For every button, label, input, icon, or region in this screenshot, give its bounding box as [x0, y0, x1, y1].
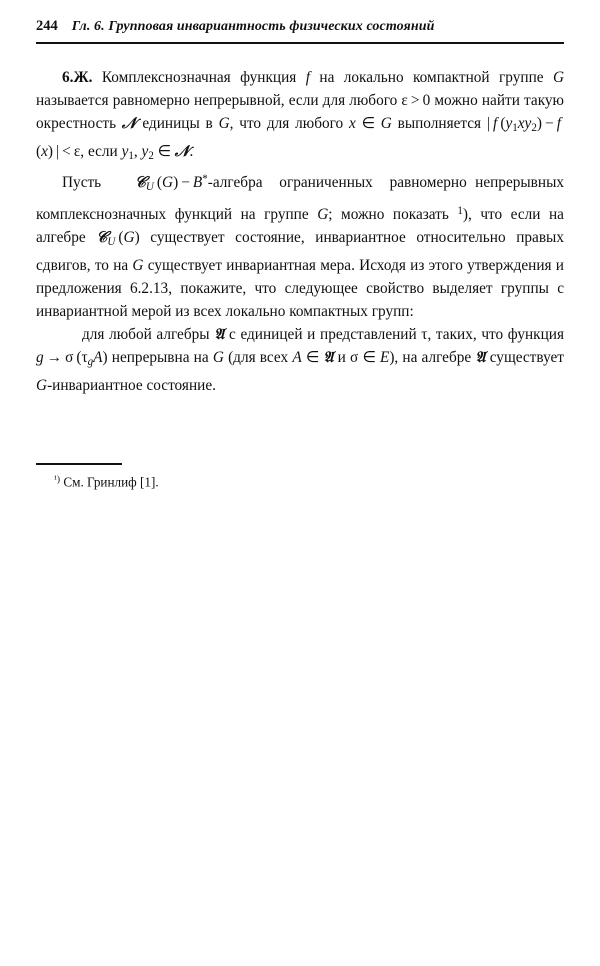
footnote-divider — [36, 463, 122, 465]
paragraph-1-text: Комплекснозначная функция f на локально компактной группе G называется равномерно непрерывной, если для любого ε > 0 можно найти такую окрестность 𝒩 единицы в G, что для любого x ∈ G выполняется | f $(y_1xy_2) - f$ (x) | < ε, если $y_1$, $y_2$ ∈ 𝒩. — [36, 69, 565, 163]
footnote — [36, 470, 564, 492]
paragraph-1 — [36, 66, 564, 169]
page-header — [36, 18, 564, 35]
paragraph-3 — [36, 323, 564, 397]
footnote-text: См. Гринлиф [1]. — [63, 474, 159, 490]
paragraph-2-text: Пусть 𝒞$_U$ (G) − B*-алгебра ограниченных равномерно непрерывных комплекснозначных функций на группе G; можно показать $^1$), что если на алгебре 𝒞$_U$ (G) существует состояние, инвариантное относительно правых сдвигов, то на G существует инвариантная мера. Исходя из этого утверждения и предложения 6.2.13, покажите, что следующее свойство выделяет группы с инвариантной мерой из всех локально компактных групп: — [36, 173, 564, 321]
paragraph-1-label: 6.Ж. — [62, 69, 93, 86]
header-divider — [36, 42, 564, 44]
body-text — [36, 66, 564, 398]
page-number: 244 — [36, 18, 58, 34]
paragraph-3-text: для любой алгебры 𝔄 с единицей и представлений τ, таких, что функция g → σ $(\tau_gA)$ непрерывна на G (для всех A ∈ 𝔄 и σ ∈ E), на алгебре 𝔄 существует G-инвариантное состояние. — [36, 326, 565, 395]
footnote-marker: ¹) — [54, 475, 61, 485]
running-title: Гл. 6. Групповая инвариантность физических состояний — [71, 19, 435, 34]
paragraph-2 — [36, 169, 564, 324]
